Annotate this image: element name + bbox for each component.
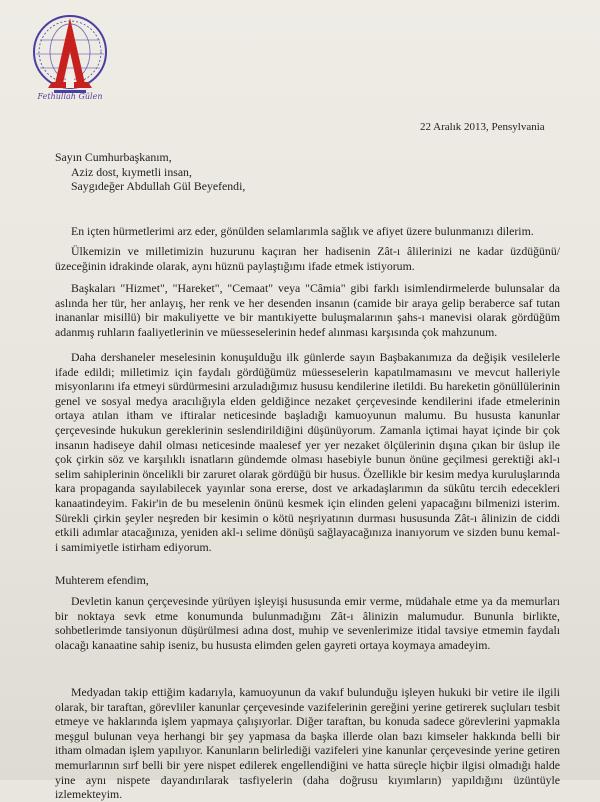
greeting-paragraph: En içten hürmetlerimi arz eder, gönülden selamlarımla sağlık ve afiyet üzere bulunmanızı dilerim. [71,224,534,238]
logo-caption: Fethullah Gülen [37,92,103,101]
paragraph-1: Ülkemizin ve milletimizin huzurunu kaçıran her hadisenin Zât-ı âlilerinizi ne kadar üzdüğünü/üzeceğinin idrakinde olarak, aynı hüznü paylaştığımı ifade etmek istiyorum. [55,244,560,273]
paragraph-2: Başkaları "Hizmet", "Hareket", "Cemaat" veya "Câmia" gibi farklı isimlendirmelerde bulunsalar da aslında her tür, her anlayış, her renk ve her desenden insanın (camide bir araya gelip beraberce saf tutan inananlar misillü) bir makuliyette ve bir mantıkiyette buluşmalarının şahs-ı manevisi olarak gördüğüm adanmış ruhların faaliyetlerinin ve müesseselerinin hedef alınması karşısında çok mahzunum. [55,281,560,339]
address-line: Sayın Cumhurbaşkanım, [55,150,172,164]
address-line: Saygıdeğer Abdullah Gül Beyefendi, [71,179,246,194]
dateline: 22 Aralık 2013, Pensylvania [420,121,545,133]
tower-globe-logo-icon [28,12,112,102]
paragraph-4: Devletin kanun çerçevesinde yürüyen işleyişi hususunda emir verme, müdahale etme ya da memurları bir noktaya sevk etme konumunda bulunmadığını Zât-ı âlinizin malumudur. Bununla birlikte, sohbetlerimde tansiyonun düşürülmesi adına dost, muhip ve sevenlerimize itidal tavsiye etmemin faydalı olacağı kanaatine sahip iseniz, bu hususta elimden gelen gayreti ortaya koymaya amadeyim. [55,594,560,652]
salutation: Muhterem efendim, [55,573,149,587]
address-line: Aziz dost, kıymetli insan, [71,164,192,179]
paragraph-5: Medyadan takip ettiğim kadarıyla, kamuoyunun da vakıf bulunduğu işleyen hukuki bir vetire ile ilgili olarak, bir taraftan, görevliler kanunlar çerçevesinde vazifelerinin gereğini yerine getirerek suçluları tesbit etmeye ve haklarında işlem yapmaya çalışıyorlar. Diğer taraftan, bu konuda sadece görevlerini yapmakla meşgul bulunan veya herhangi bir şey yapmasa da başka illerde olan bazı kimseler hakkında belli bir itham olmadan işlem yapılıyor. Kanunların belirlediği vazifeleri yine kanunlar çerçevesinde yerine getiren memurlarının sırf belli bir yere nispet edilerek engellendiğini ve hatta süreçle hiçbir ilgisi olmadığı halde yine aynı nispete dayandırılarak tasfiyelerin (daha doğrusu kıyımların) yapıldığını üzüntüyle izlemekteyim. [55,685,560,802]
paragraph-3: Daha dershaneler meselesinin konuşulduğu ilk günlerde sayın Başbakanımıza da değişik vesilelerle ifade edildi; milletimiz için faydalı gördüğümüz müesseselerin kapatılmamasını ve mevcut halleriyle misyonlarını ifa etmeyi sürdürmesini arzuladığımız hususu kendilerine iletildi. Bu hareketin gönüllülerinin genel ve sosyal medya aracılığıyla elden geldiğince nezaket çerçevesinde kendilerini ifade etmelerinin ortaya atılan itham ve iftiralar neticesinde başladığı kamuoyunun malumu. Bu hususta kanunlar çerçevesinde hukukun gereklerinin seslendirildiğini düşünüyorum. Zamanla içtimai hayat içinde bir çok insanın hadiseye dahil olması neticesinde maalesef yer yer nezaket ölçülerinin dışına çıkan bir üslup ile çok çirkin söz ve karşılıklı isnatların gündemde olması hasebiyle bunun önüne geçilmesi gerektiği akl-ı selim sahiplerinin öncelikli bir zaruret olarak gördüğü bir husus. Özellikle bir kesim medya kuruluşlarında kara propaganda sayılabilecek yayınlar sona ererse, dost ve arkadaşlarımın da sükûtu tercih edecekleri kanaatindeyim. Fakir'in de bu meselenin önünü kesmek için elinden geleni yapacağını bilmenizi isterim. Sürekli çirkin şeyler neşreden bir kesimin o kötü neşriyatının durması hususunda Zât-ı âlinizin de ciddi etkili adımlar atacağınıza, yeniden akl-ı selime dönüşü sağlayacağınıza inanıyorum ve sizden bunu kemal-i samimiyetle istirham ediyorum. [55,350,560,554]
address-block [55,150,560,194]
